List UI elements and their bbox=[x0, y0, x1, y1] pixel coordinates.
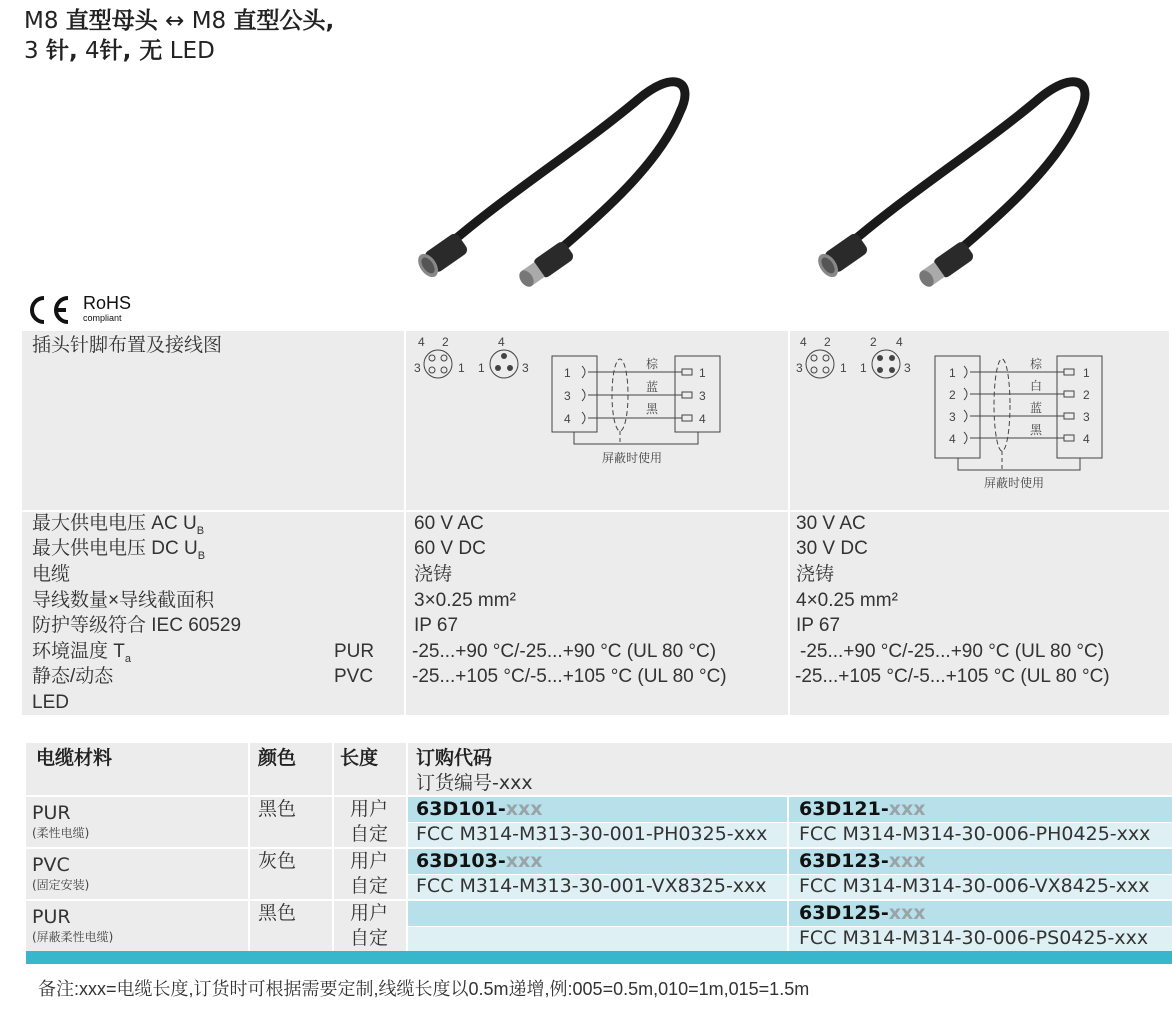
diag1-female-pin: 1 bbox=[458, 361, 465, 375]
diag2-left-pin: 4 bbox=[949, 432, 956, 446]
diag2-female-pin: 4 bbox=[800, 335, 807, 349]
diag2-left-pin: 2 bbox=[949, 388, 956, 402]
diag1-female-pin: 3 bbox=[414, 361, 421, 375]
diag2-male-pin: 2 bbox=[870, 335, 877, 349]
diag2-male-pin: 3 bbox=[904, 361, 911, 375]
diag1-wire: 黑 bbox=[646, 402, 659, 416]
diag2-left-pin: 3 bbox=[949, 410, 956, 424]
diag1-wire: 棕 bbox=[646, 357, 659, 371]
diag2-shield-label: 屏蔽时使用 bbox=[984, 476, 1045, 490]
diag1-wire: 蓝 bbox=[646, 380, 659, 394]
footnote: 备注:xxx=电缆长度,订货时可根据需要定制,线缆长度以0.5m递增,例:005=0.5m,010=1m,015=1.5m bbox=[38, 979, 810, 999]
diag1-right-pin: 4 bbox=[699, 412, 706, 426]
diag1-female-pin: 2 bbox=[442, 335, 449, 349]
page-title: M8 直型母头 ↔ M8 直型公头, 3 针, 4针, 无 LED bbox=[24, 8, 335, 64]
pin-layout-label: 插头针脚布置及接线图 bbox=[32, 335, 223, 356]
diag2-male-pin: 1 bbox=[860, 361, 867, 375]
diag1-female-pin: 4 bbox=[418, 335, 425, 349]
diag2-right-pin: 4 bbox=[1083, 432, 1090, 446]
diag1-male-pin: 4 bbox=[498, 335, 505, 349]
diag2-right-pin: 1 bbox=[1083, 366, 1090, 380]
diag2-right-pin: 3 bbox=[1083, 410, 1090, 424]
diag1-left-pin: 4 bbox=[564, 412, 571, 426]
diag1-male-pin: 3 bbox=[522, 361, 529, 375]
diag1-left-pin: 1 bbox=[564, 366, 571, 380]
cable-photo-3pin bbox=[405, 52, 705, 302]
diag2-female-pin: 3 bbox=[796, 361, 803, 375]
ce-mark-icon bbox=[24, 292, 72, 328]
wiring-diagram-4pin bbox=[792, 332, 1112, 492]
header-order-number: 订货编号-xxx bbox=[416, 772, 533, 794]
diag1-left-pin: 3 bbox=[564, 389, 571, 403]
diag1-right-pin: 1 bbox=[699, 366, 706, 380]
diag2-wire: 棕 bbox=[1030, 357, 1043, 371]
header-order-code: 订购代码 bbox=[416, 747, 493, 769]
diag2-female-pin: 1 bbox=[840, 361, 847, 375]
diag2-wire: 黑 bbox=[1030, 423, 1043, 437]
cable-photo-4pin bbox=[805, 52, 1105, 302]
diag2-female-pin: 2 bbox=[824, 335, 831, 349]
header-material: 电缆材料 bbox=[36, 747, 113, 769]
diag2-wire: 白 bbox=[1030, 379, 1043, 393]
accent-bar bbox=[26, 951, 1172, 964]
header-length: 长度 bbox=[340, 747, 379, 769]
diag2-right-pin: 2 bbox=[1083, 388, 1090, 402]
diag1-male-pin: 1 bbox=[478, 361, 485, 375]
diag2-male-pin: 4 bbox=[896, 335, 903, 349]
wiring-diagram-3pin bbox=[410, 332, 730, 472]
diag2-left-pin: 1 bbox=[949, 366, 956, 380]
header-color: 颜色 bbox=[258, 747, 297, 769]
rohs-logo: RoHS compliant bbox=[83, 293, 132, 323]
diag2-wire: 蓝 bbox=[1030, 401, 1043, 415]
diag1-right-pin: 3 bbox=[699, 389, 706, 403]
diag1-shield-label: 屏蔽时使用 bbox=[602, 451, 663, 465]
